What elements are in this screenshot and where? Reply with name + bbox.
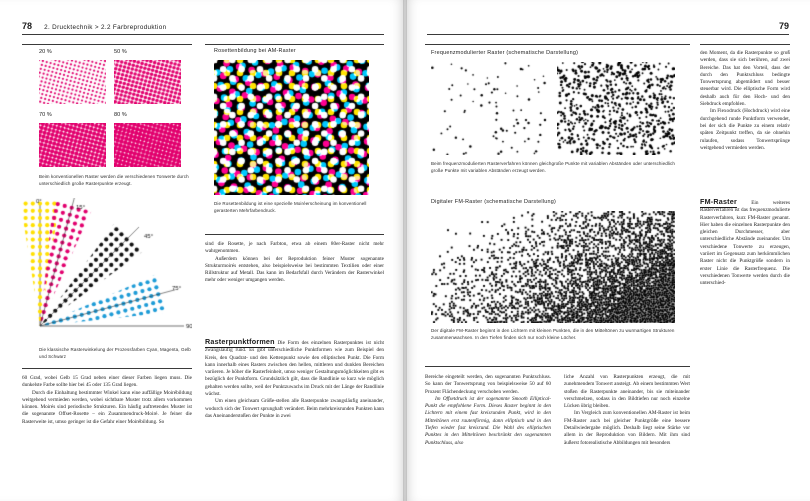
halftone-swatch-20: [39, 60, 106, 104]
paragraph: 60 Grad, wobei Gelb 15 Grad neben einer dieser Farben liegen muss. Die dunkelste Farbe sollte hier bei 45 oder 135 Grad liegen.: [22, 375, 192, 389]
folio-left: 78: [22, 21, 33, 31]
digital-fm-title: Digitaler FM-Raster (schematische Darstellung): [431, 199, 557, 205]
halftone-label-50: 50 %: [114, 49, 127, 55]
paragraph: liche Anzahl von Rasterpunkten erzeugt, die mit zunehmendem Tonwert ansteigt. Ab einem bestimmten Wert stoßen die Rasterpunkte aneinander, bis sie miteinander verschmelzen, sodass in den Bildtiefen nur noch einzelne Lücken übrig bleiben.: [564, 374, 690, 410]
digital-fm-image: [431, 211, 675, 323]
rasterpunktformen-heading: Rasterpunktformen: [205, 337, 275, 346]
paragraph: [700, 198, 790, 288]
book-gutter: [403, 0, 407, 501]
column-rule: [205, 234, 384, 235]
column-rule: [22, 44, 192, 45]
halftone-caption: Beim konventionellen Raster werden die verschiedenen Tonwerte durch unterschiedlich große Rasterpunkte erzeugt.: [39, 174, 189, 186]
column-rule: [22, 368, 192, 369]
halftone-swatch-80: [114, 123, 181, 167]
column-rule: [205, 44, 384, 45]
column-rule: [425, 44, 690, 45]
right-bottom-col-1: [425, 374, 551, 447]
rosette-title: Rosettenbildung bei AM-Raster: [214, 48, 296, 54]
rasterpunktformen-text: Die Form des einzelnen Rasterpunktes ist nicht zwangsläufig rund. Es gibt unterschiedliche Punktformen wie zum Beispiel den Kreis, den Quadrat- und den Kettenpunkt sowie den elliptischen Punkt. Die Form kann innerhalb eines Rasters zwischen den hellen, mittleren und dunklen Bereichen variieren. Je höher die Rasterfeinheit, umso weniger Gestaltungsmöglichkeiten gibt es bezüglich der Punktform. Grundsätzlich gilt, dass die Randlinie so kurz wie möglich gehalten werden sollte, weil der Punktzuwachs im Druck mit der Länge der Randlinie wächst.: [205, 340, 385, 398]
right-page: [405, 0, 810, 501]
halftone-label-80: 80 %: [114, 112, 127, 118]
paragraph: Im Vergleich zum konventionellen AM-Raster ist beim FM-Raster auch bei gleicher Punktgröße eine bessere Detailwiedergabe möglich. Deshalb liegt seine Stärke vor allem in der Reproduktion von Bildern. Mit ihm sind äußerst fotorealistische Abbildungen mit besonders: [564, 410, 690, 446]
folio-right: 79: [778, 21, 789, 31]
fm-raster-text: Ein weiteres Rasterverfahren ist das frequenzmodulierte Rasterverfahren, kurz FM-Raster genannt. Hier haben die einzelnen Rasterpunkte den gleichen Durchmesser, aber unterschiedliche Abstände zueinander. Um verschiedene Tonwerte zu erzeugen, variiert im Gegensatz zum herkömmlichen Raster nicht die Punktgröße sondern in erster Linie die Rasterfrequenz. Die verschiedenen Tonwerte werden durch die unterschied-: [700, 200, 790, 287]
screen-angle-diagram: [22, 198, 192, 348]
halftone-label-20: 20 %: [39, 49, 52, 55]
paragraph: [205, 338, 384, 398]
breadcrumb: 2. Drucktechnik > 2.2 Farbreproduktion: [44, 24, 167, 31]
halftone-swatch-50: [114, 60, 181, 104]
paragraph: den Moment, da die Rasterpunkte so groß werden, dass sie sich berühren, auf zwei Bereiche. Das hat den Vorteil, dass der durch den Punktschluss bedingte Tonwertsprung abgemildert und besser steuerbar wird. Die elliptische Form wird deshalb auch für den Hoch- und den Siebdruck empfohlen.: [700, 50, 790, 108]
paragraph: Bereiche eingeteilt werden, den sogenannten Punktschluss. So kann der Tonwertsprung von beispielsweise 50 auf 60 Prozent Flächendeckung verschoben werden.: [425, 374, 551, 395]
rosette-caption: Die Rosettenbildung ist eine spezielle Moiréerscheinung im konventionell gerasterten Mehrfarbendruck.: [214, 201, 367, 213]
right-bottom-col-2: [564, 374, 690, 447]
halftone-swatch-70: [39, 123, 106, 167]
right-margin-col-top: [700, 50, 790, 152]
paragraph: Durch die Einhaltung bestimmter Winkel kann eine auffällige Moirébildung weitgehend vermieden werden, wobei sichtbare Muster trotz allem vorkommen können. Moirés sind periodische Strukturen. Ein häufig auftretendes Muster ist die sogenannte Offset-Rosette – ein Zusammendruck-Moiré. Je feiner die Rasterweite ist, umso geringer ist die Gefahr einer Moirébildung. So: [22, 389, 192, 425]
paragraph: Im Offsetdruck ist der sogenannte Smooth Elliptical-Punkt die empfohlene Form. Dieses Raster beginnt in den Lichtern mit einem fast kreisrunden Punkt, wird in den Mitteltönen erst rautenförmig, dann elliptisch und in den Tiefen wieder fast kreisrund. Die Wahl des elliptischen Punktes in den Mitteltönen beschränkt den sogenannten Punktschluss, also: [425, 395, 551, 446]
paragraph: sind die Rosette, je nach Farbton, etwa ab einem 80er-Raster nicht mehr wahrgenommen.: [205, 241, 384, 255]
paragraph: Außerdem können bei der Reproduktion feiner Muster sogenannte Strukturmoirés entstehen, also beispielsweise bei bestimmten Textilien oder einer Rillstruktur auf Metall. Das kann im Bedarfsfall durch Verändern der Rasterwinkel mehr oder weniger umgangen werden.: [205, 255, 384, 284]
paragraph: Im Flexodruck (Hochdruck) wird eine durchgehend runde Punktform verwendet, bei der sich die Punkte zu einem relativ späten Zeitpunkt treffen, da sie ohnehin rulaufen, sodass Tonwertsprünge weitgehend vermieden werden.: [700, 108, 790, 151]
left-mid-body: [205, 241, 384, 285]
halftone-label-70: 70 %: [39, 112, 52, 118]
rasterpunktformen-block: [205, 338, 384, 420]
digital-fm-caption: Der digitale FM-Raster beginnt in den Lichtern mit kleinen Punkten, die in den Mitteltönen zu wurmartigen Strukturen zusammenwachsen. In den Tiefen finden sich nur noch kleine Löcher.: [431, 328, 675, 340]
left-body-bottom: [22, 375, 192, 426]
rosette-image: [214, 60, 369, 195]
fm-raster-title: Frequenzmodulierter Raster (schematische Darstellung): [431, 50, 579, 56]
fm-raster-caption: Beim frequenzmodulierten Rasterverfahren können gleichgroße Punkte mit variablen Abständen oder unterschiedlich große Punkte mit variablen Abständen erzeugt werden.: [431, 161, 675, 173]
column-rule: [700, 44, 790, 45]
fm-raster-image-a: [431, 62, 549, 155]
running-head-right: [427, 21, 789, 35]
fm-raster-section: [700, 198, 790, 288]
fm-raster-heading: FM-Raster: [700, 197, 737, 206]
screen-angle-caption: Die klassische Rasterwinkelung der Prozessfarben Cyan, Magenta, Gelb und Schwarz: [39, 347, 191, 359]
running-head-left: [22, 21, 384, 35]
paragraph: Um einen gleichsam Größe-stellen alle Rasterpunkte zwangsläufig aneinander, wodurch sich der Tonwert sprunghaft verändert. Beim mehrkreisrunden Punkten kann das Aneinanderstoßen der Punkte in zwei: [205, 398, 384, 419]
fm-raster-image-b: [557, 62, 675, 155]
column-rule: [425, 366, 690, 367]
